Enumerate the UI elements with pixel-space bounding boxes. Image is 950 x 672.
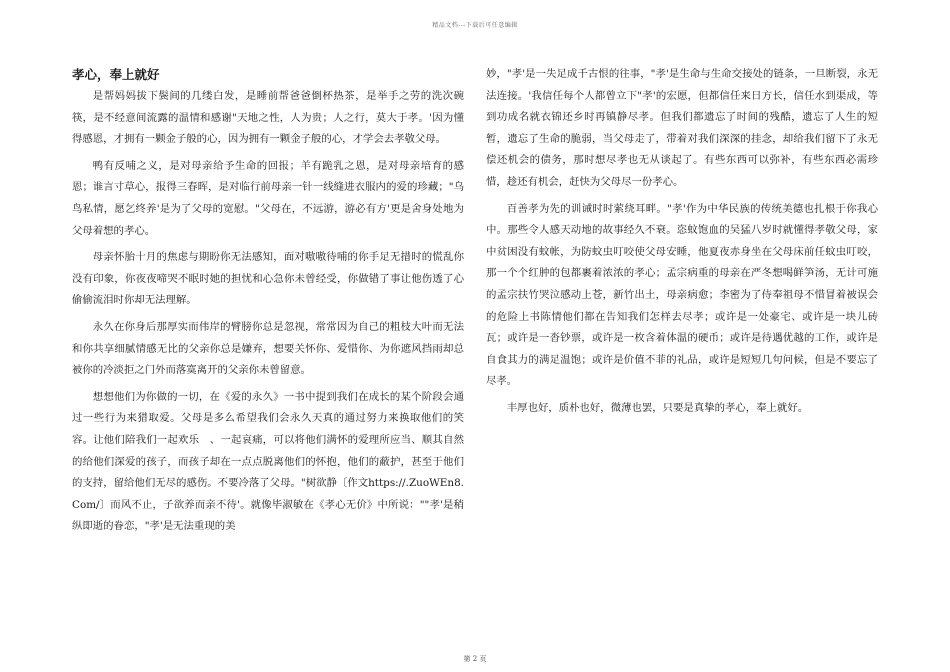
paragraph: 永久在你身后那厚实而伟岸的臂膀你总是忽视，常常因为自己的粗枝大叶而无法和你共享细腻情感无比的父亲你总是嫌弃，想要关怀你、爱惜你、为你遮风挡雨却总被你的冷淡拒之门外而落寞离开的父亲你未曾留意。 [72, 320, 464, 377]
article-title: 孝心，奉上就好 [72, 67, 160, 82]
paragraph: 鸭有反哺之义，是对母亲给予生命的回报；羊有跪乳之恩，是对母亲培育的感恩；谁言寸草心，报得三春晖，是对临行前母亲一针一线缝进衣服内的爱的珍藏；"乌鸟私情，愿乞终养'是为了父母的宽慰。"父母在，不远游，游必有方'更是舍身处地为父母着想的孝心。 [72, 159, 464, 237]
right-column [486, 64, 878, 425]
left-column [72, 64, 464, 543]
paragraph: 百善孝为先的训诫时时萦绕耳畔。"孝'作为中华民族的传统美德也扎根于你我心中。那些令人感天动地的故事经久不衰。恣蚊饱血的吴猛八岁时就懂得孝敬父母，家中贫困没有蚊帐，为防蚊虫叮咬使父母安睡，他夏夜赤身坐在父母床前任蚊虫叮咬，那一个个红肿的包都裹着浓浓的孝心；孟宗病重的母亲在严冬想喝鲜笋汤，无计可施的孟宗扶竹哭泣感动上苍，新竹出土，母亲病愈；李密为了侍奉祖母不惜冒着被误会的危险上书陈情他们都在告知我们怎样去尽孝；或许是一处豪宅、或许是一块儿砖瓦；或许是一沓钞票，或许是一枚含着体温的硬币；或许是待遇优越的工作，或许是自食其力的满足温饱；或许是价值不菲的礼品，或许是短短几句问候，但是不要忘了尽孝。 [486, 202, 878, 388]
page-header: 精品文档---下载后可任意编辑 [432, 22, 518, 29]
paragraph-continued: 妙，"孝'是一失足成千古恨的往事，"孝'是生命与生命交接处的链条，一旦断裂，永无法连接。'我信任每个人都曾立下"孝'的宏愿，但都信任来日方长，信任水到渠成，等到功成名就衣锦还乡时再镇静尽孝。但我们都遗忘了时间的残酷，遗忘了人生的短暂，遗忘了生命的脆弱，当父母走了，带着对我们深深的挂念，却给我们留下了永无偿还机会的债务，那时想尽孝也无从谈起了。有些东西可以弥补，有些东西必需珍惜，趁还有机会，赶快为父母尽一份孝心。 [486, 68, 878, 188]
paragraph: 母亲怀胎十月的焦虑与期盼你无法感知，面对嗷嗷待哺的你手足无措时的慌乱你没有印象，你夜夜啼哭不眠时她的担忧和心急你未曾经受，你做错了事让他伤透了心偷偷流泪时你却无法理解。 [72, 251, 464, 307]
paragraph: 想想他们为你做的一切，在《爱的永久》一书中提到我们在成长的某个阶段会通过一些行为来猎取爱。父母是多么希望我们会永久天真的通过努力来换取他们的笑容。让他们陪我们一起欢乐 、一起哀痛，可以将他们满怀的爱理所应当、顺其自然的给他们深爱的孩子，而孩子却在一点点脱离他们的怀抱，他们的蔽护，甚至于他们的支持，留给他们无尽的感伤。不要冷落了父母。"树欲静〔作文https://.ZuoWEn8.Com/〕而风不止，子欲养而亲不待'。就像毕淑敏在《孝心无价》中所说：""孝'是稍纵即逝的眷恋，"孝'是无法重现的美 [72, 390, 464, 533]
paragraph: 丰厚也好，质朴也好，微薄也罢，只要是真挚的孝心，奉上就好。 [506, 401, 809, 414]
paragraph: 是帮妈妈拔下鬓间的几缕白发，是睡前帮爸爸倒杯热茶，是举手之劳的洗次碗筷，是不经意间流露的温情和感谢"天地之性，人为贵；人之行，莫大于孝。'因为懂得感恩，才拥有一颗金子般的心，因为拥有一颗金子般的心，才学会去孝敬父母。 [72, 90, 464, 146]
page-number: 第 2 页 [463, 655, 487, 663]
